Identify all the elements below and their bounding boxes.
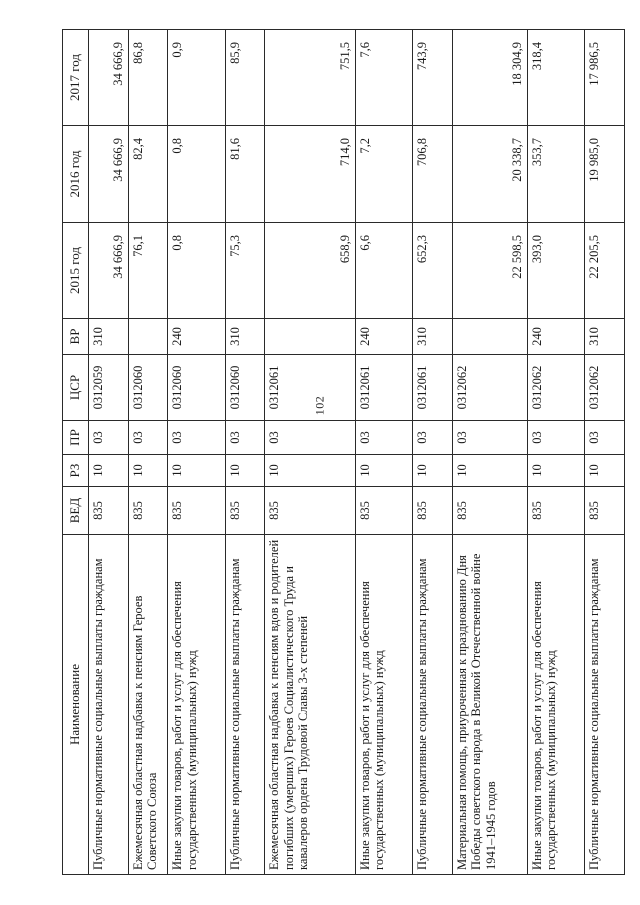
cell-pr: 03 xyxy=(413,421,453,455)
cell-csr: 0312061 xyxy=(265,355,355,421)
cell-name: Иные закупки товаров, работ и услуг для обеспечения государственных (муниципальных) нужд xyxy=(527,535,584,875)
cell-rz: 10 xyxy=(452,455,527,487)
table-row xyxy=(89,30,129,875)
cell-ved: 835 xyxy=(128,487,168,535)
cell-y2017: 0,9 xyxy=(168,30,225,126)
header-pr: ПР xyxy=(63,421,89,455)
cell-rz: 10 xyxy=(585,455,625,487)
cell-name: Иные закупки товаров, работ и услуг для обеспечения государственных (муниципальных) нужд xyxy=(168,535,225,875)
cell-name: Публичные нормативные социальные выплаты гражданам xyxy=(585,535,625,875)
cell-y2015: 34 666,9 xyxy=(89,223,129,319)
header-csr: ЦСР xyxy=(63,355,89,421)
cell-y2017: 17 986,5 xyxy=(585,30,625,126)
cell-pr: 03 xyxy=(265,421,355,455)
cell-pr: 03 xyxy=(527,421,584,455)
table-row xyxy=(128,30,168,875)
cell-csr: 0312060 xyxy=(225,355,265,421)
cell-name: Публичные нормативные социальные выплаты гражданам xyxy=(89,535,129,875)
cell-rz: 10 xyxy=(265,455,355,487)
cell-pr: 03 xyxy=(225,421,265,455)
cell-csr: 0312059 xyxy=(89,355,129,421)
cell-y2015: 22 598,5 xyxy=(452,223,527,319)
cell-ved: 835 xyxy=(168,487,225,535)
table-row xyxy=(585,30,625,875)
cell-y2015: 76,1 xyxy=(128,223,168,319)
cell-csr: 0312062 xyxy=(585,355,625,421)
cell-y2017: 751,5 xyxy=(265,30,355,126)
cell-y2017: 18 304,9 xyxy=(452,30,527,126)
cell-y2015: 75,3 xyxy=(225,223,265,319)
cell-name: Публичные нормативные социальные выплаты гражданам xyxy=(225,535,265,875)
cell-vr: 240 xyxy=(355,319,412,355)
cell-rz: 10 xyxy=(89,455,129,487)
cell-name: Материальная помощь, приуроченная к празднованию Дня Победы советского народа в Великой Отечественной войне 1941–1945 годов xyxy=(452,535,527,875)
cell-rz: 10 xyxy=(168,455,225,487)
cell-y2017: 743,9 xyxy=(413,30,453,126)
cell-ved: 835 xyxy=(265,487,355,535)
cell-ved: 835 xyxy=(225,487,265,535)
cell-vr: 310 xyxy=(225,319,265,355)
cell-y2015: 658,9 xyxy=(265,223,355,319)
table-header xyxy=(63,30,89,875)
header-ved: ВЕД xyxy=(63,487,89,535)
cell-pr: 03 xyxy=(168,421,225,455)
cell-y2016: 706,8 xyxy=(413,126,453,223)
table-row xyxy=(452,30,527,875)
cell-y2015: 393,0 xyxy=(527,223,584,319)
cell-y2015: 6,6 xyxy=(355,223,412,319)
header-row xyxy=(63,30,89,875)
cell-ved: 835 xyxy=(585,487,625,535)
cell-ved: 835 xyxy=(355,487,412,535)
cell-y2017: 85,9 xyxy=(225,30,265,126)
cell-y2015: 0,8 xyxy=(168,223,225,319)
cell-vr: 310 xyxy=(585,319,625,355)
header-vr: ВР xyxy=(63,319,89,355)
cell-pr: 03 xyxy=(585,421,625,455)
table-row xyxy=(413,30,453,875)
cell-y2017: 318,4 xyxy=(527,30,584,126)
cell-pr: 03 xyxy=(89,421,129,455)
header-2016: 2016 год xyxy=(63,126,89,223)
cell-y2015: 652,3 xyxy=(413,223,453,319)
cell-csr: 0312062 xyxy=(452,355,527,421)
cell-y2016: 20 338,7 xyxy=(452,126,527,223)
cell-y2016: 81,6 xyxy=(225,126,265,223)
cell-rz: 10 xyxy=(413,455,453,487)
cell-rz: 10 xyxy=(355,455,412,487)
cell-name: Иные закупки товаров, работ и услуг для обеспечения государственных (муниципальных) нужд xyxy=(355,535,412,875)
cell-vr: 310 xyxy=(413,319,453,355)
cell-name: Ежемесячная областная надбавка к пенсиям Героев Советского Союза xyxy=(128,535,168,875)
cell-y2016: 7,2 xyxy=(355,126,412,223)
table-row xyxy=(225,30,265,875)
rotated-table-container xyxy=(62,30,625,875)
header-2017: 2017 год xyxy=(63,30,89,126)
cell-y2017: 34 666,9 xyxy=(89,30,129,126)
cell-csr: 0312061 xyxy=(355,355,412,421)
table-row xyxy=(527,30,584,875)
cell-y2017: 86,8 xyxy=(128,30,168,126)
cell-vr: 310 xyxy=(89,319,129,355)
cell-name: Ежемесячная областная надбавка к пенсиям вдов и родителей погибших (умерших) Героев Социалистического Труда и кавалеров ордена Трудовой Славы 3-х степеней xyxy=(265,535,355,875)
cell-y2016: 714,0 xyxy=(265,126,355,223)
cell-vr: 240 xyxy=(168,319,225,355)
cell-vr xyxy=(452,319,527,355)
cell-vr xyxy=(265,319,355,355)
cell-ved: 835 xyxy=(527,487,584,535)
cell-vr: 240 xyxy=(527,319,584,355)
cell-csr: 0312060 xyxy=(168,355,225,421)
cell-csr: 0312062 xyxy=(527,355,584,421)
cell-y2017: 7,6 xyxy=(355,30,412,126)
table-body xyxy=(89,30,625,875)
cell-ved: 835 xyxy=(89,487,129,535)
page-number: 102 xyxy=(312,395,327,416)
cell-rz: 10 xyxy=(225,455,265,487)
cell-csr: 0312060 xyxy=(128,355,168,421)
table-row xyxy=(355,30,412,875)
cell-ved: 835 xyxy=(452,487,527,535)
cell-y2016: 82,4 xyxy=(128,126,168,223)
cell-y2016: 0,8 xyxy=(168,126,225,223)
cell-rz: 10 xyxy=(128,455,168,487)
cell-csr: 0312061 xyxy=(413,355,453,421)
cell-y2015: 22 205,5 xyxy=(585,223,625,319)
header-name: Наименование xyxy=(63,535,89,875)
cell-rz: 10 xyxy=(527,455,584,487)
header-2015: 2015 год xyxy=(63,223,89,319)
cell-y2016: 19 985,0 xyxy=(585,126,625,223)
cell-pr: 03 xyxy=(452,421,527,455)
cell-ved: 835 xyxy=(413,487,453,535)
cell-name: Публичные нормативные социальные выплаты гражданам xyxy=(413,535,453,875)
budget-table xyxy=(62,29,625,875)
cell-y2016: 34 666,9 xyxy=(89,126,129,223)
cell-pr: 03 xyxy=(355,421,412,455)
table-row xyxy=(265,30,355,875)
table-row xyxy=(168,30,225,875)
header-rz: РЗ xyxy=(63,455,89,487)
cell-vr xyxy=(128,319,168,355)
cell-y2016: 353,7 xyxy=(527,126,584,223)
cell-pr: 03 xyxy=(128,421,168,455)
